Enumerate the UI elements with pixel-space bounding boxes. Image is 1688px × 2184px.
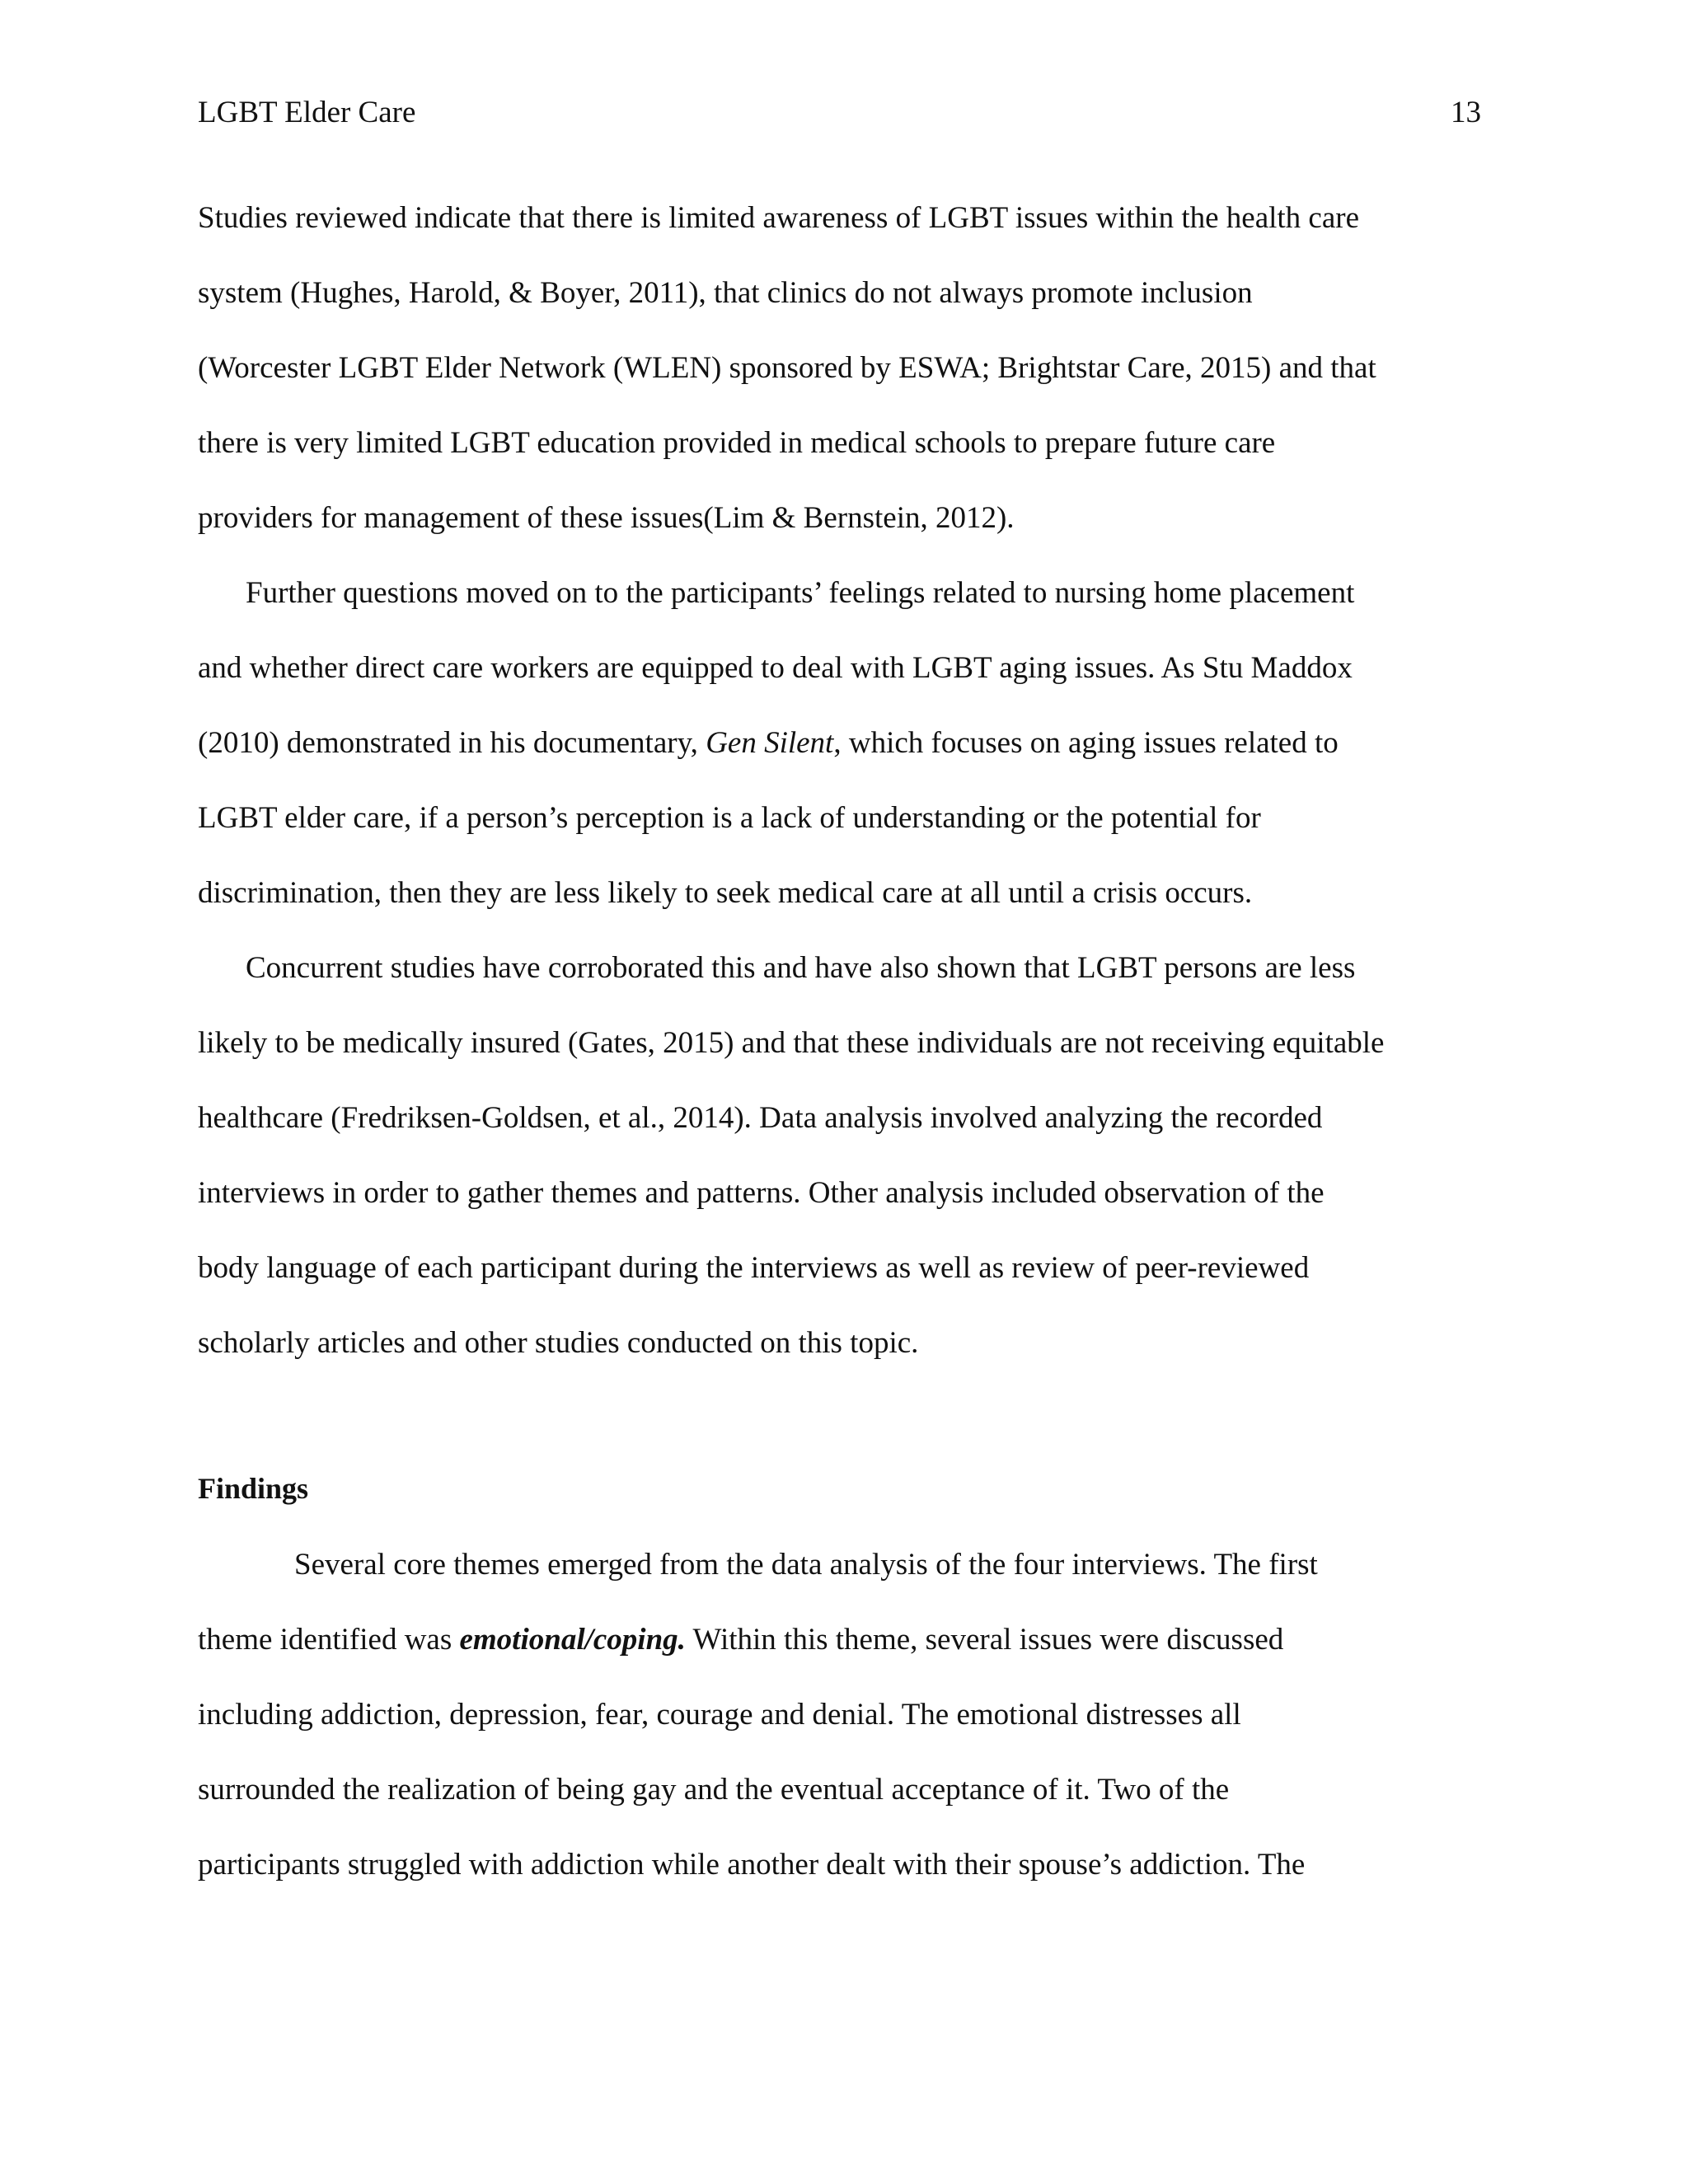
text-line: Several core themes emerged from the data analysis of the four interviews. The first	[294, 1548, 1318, 1582]
page-number: 13	[1451, 96, 1481, 129]
text-run: (2010) demonstrated in his documentary,	[198, 726, 706, 760]
text-line: there is very limited LGBT education provided in medical schools to prepare future care	[198, 426, 1276, 460]
text-line: surrounded the realization of being gay and the eventual acceptance of it. Two of the	[198, 1773, 1230, 1807]
text-line: and whether direct care workers are equipped to deal with LGBT aging issues. As Stu Maddox	[198, 651, 1353, 685]
theme-term: emotional/coping.	[459, 1623, 686, 1657]
text-line: discrimination, then they are less likely to seek medical care at all until a crisis occurs.	[198, 876, 1253, 910]
text-line: interviews in order to gather themes and patterns. Other analysis included observation of the	[198, 1176, 1325, 1210]
text-line: LGBT elder care, if a person’s perception is a lack of understanding or the potential for	[198, 801, 1261, 835]
running-head: LGBT Elder Care	[198, 96, 416, 129]
documentary-title: Gen Silent	[706, 726, 834, 760]
text-line: healthcare (Fredriksen-Goldsen, et al., 2014). Data analysis involved analyzing the recorded	[198, 1101, 1323, 1135]
text-line: system (Hughes, Harold, & Boyer, 2011), that clinics do not always promote inclusion	[198, 276, 1253, 310]
text-line: scholarly articles and other studies conducted on this topic.	[198, 1326, 919, 1360]
text-line: body language of each participant during the interviews as well as review of peer-reviewed	[198, 1251, 1310, 1285]
text-run: , which focuses on aging issues related to	[833, 726, 1339, 760]
text-run: theme identified was	[198, 1623, 460, 1657]
text-run: Within this theme, several issues were discussed	[685, 1623, 1284, 1657]
text-line: likely to be medically insured (Gates, 2015) and that these individuals are not receiving equitable	[198, 1026, 1385, 1060]
text-line: Studies reviewed indicate that there is limited awareness of LGBT issues within the health care	[198, 201, 1360, 235]
text-line: including addiction, depression, fear, courage and denial. The emotional distresses all	[198, 1698, 1241, 1732]
text-line	[198, 1624, 1283, 1655]
text-line: Further questions moved on to the participants’ feelings related to nursing home placement	[246, 576, 1355, 610]
text-line	[198, 728, 1339, 758]
section-heading: Findings	[198, 1472, 309, 1505]
text-line: participants struggled with addiction while another dealt with their spouse’s addiction. The	[198, 1848, 1306, 1882]
text-line: (Worcester LGBT Elder Network (WLEN) sponsored by ESWA; Brightstar Care, 2015) and that	[198, 351, 1376, 385]
text-line: providers for management of these issues(Lim & Bernstein, 2012).	[198, 501, 1015, 535]
text-line: Concurrent studies have corroborated this and have also shown that LGBT persons are less	[246, 951, 1356, 985]
